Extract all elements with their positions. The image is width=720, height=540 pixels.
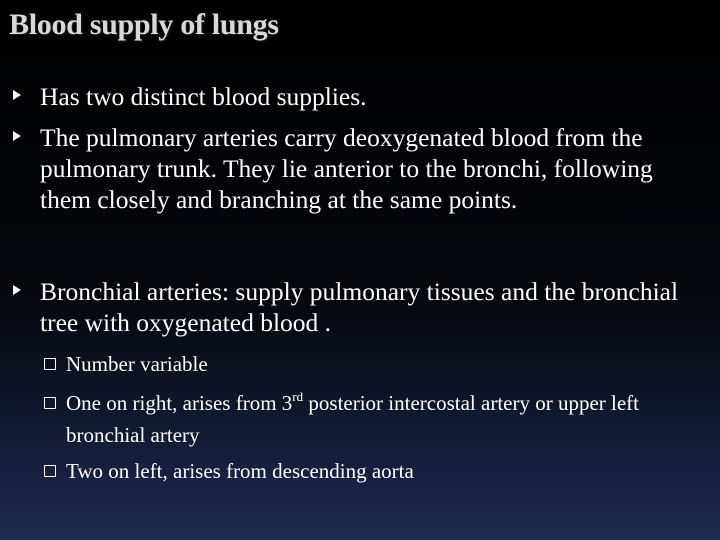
bullet-text: Bronchial arteries: supply pulmonary tissues and the bronchial tree with oxygenated blood . bbox=[40, 277, 679, 337]
slide-title: Blood supply of lungs bbox=[9, 8, 279, 41]
hollow-square-bullet-icon bbox=[44, 465, 56, 477]
square-bullet-icon bbox=[13, 131, 21, 141]
sub-bullet-text: Number variable bbox=[66, 352, 208, 376]
bullet-text: The pulmonary arteries carry deoxygenated blood from the pulmonary trunk. They lie anterior to the bronchi, following them closely and branching at the same points. bbox=[40, 123, 653, 214]
hollow-square-bullet-icon bbox=[44, 358, 56, 370]
sub-bullet-text bbox=[66, 387, 696, 451]
sub-bullet-text-part: One on right, arises from 3 bbox=[66, 391, 293, 415]
ordinal-superscript: rd bbox=[292, 389, 304, 404]
sub-bullet-text-part: posterior intercostal artery or upper left bronchial artery bbox=[66, 391, 640, 447]
sub-bullet-text: Two on left, arises from descending aorta bbox=[66, 459, 414, 483]
square-bullet-icon bbox=[13, 285, 21, 295]
hollow-square-bullet-icon bbox=[44, 397, 56, 409]
square-bullet-icon bbox=[13, 90, 21, 100]
bullet-text: Has two distinct blood supplies. bbox=[40, 82, 367, 111]
